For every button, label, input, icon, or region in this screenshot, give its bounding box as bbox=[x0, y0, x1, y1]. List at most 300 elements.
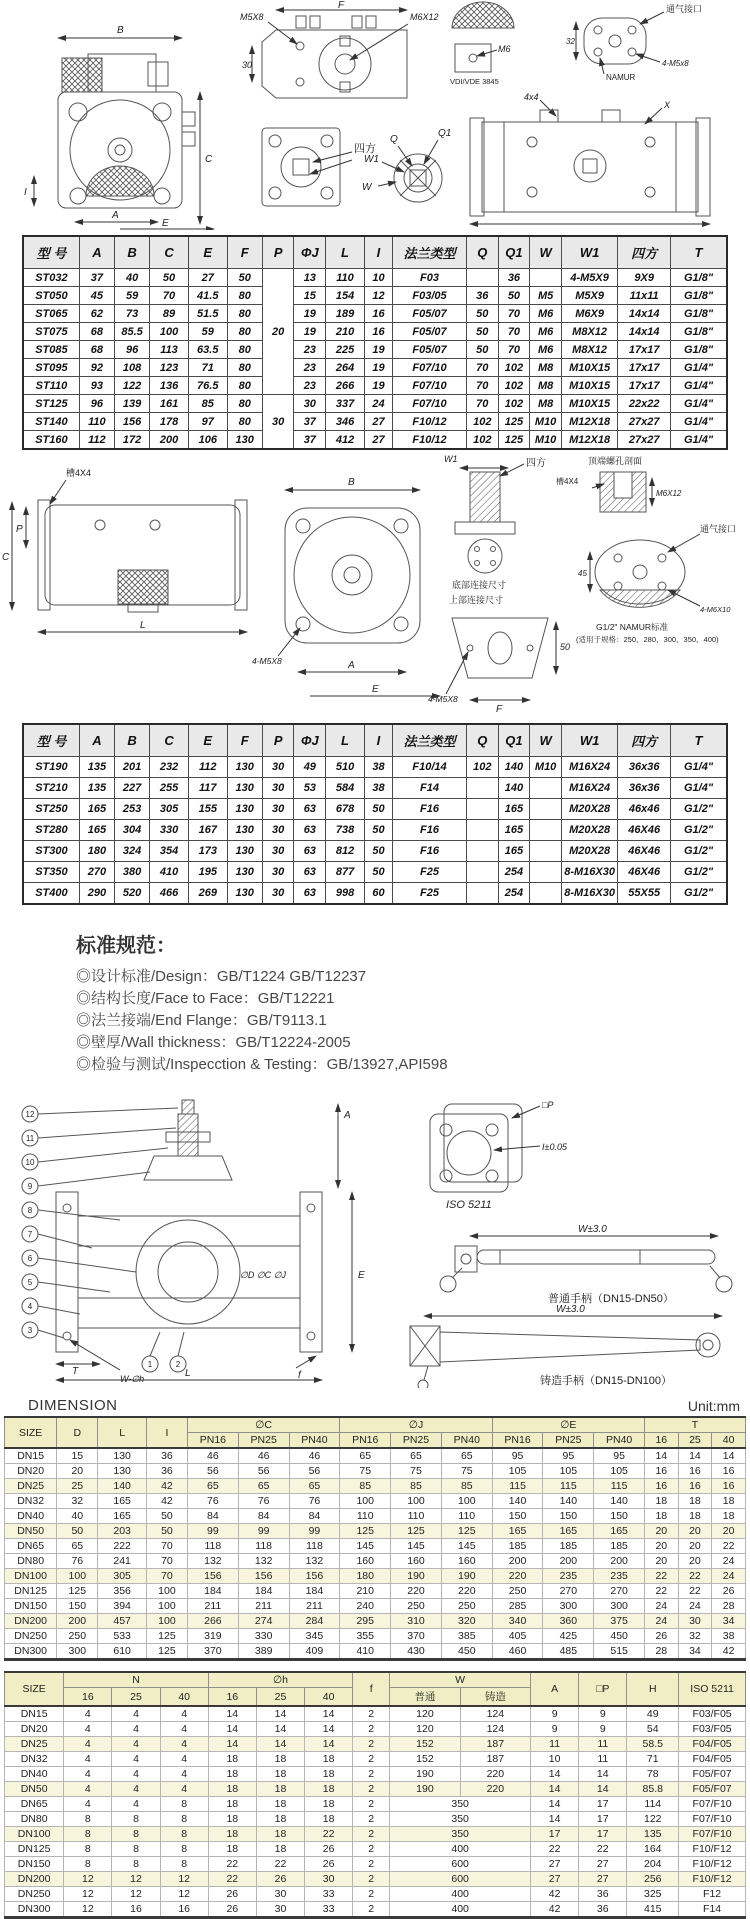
w-cell: 600 bbox=[390, 1857, 531, 1872]
table-row bbox=[23, 395, 727, 413]
cell: 112 bbox=[79, 431, 114, 450]
cell: 84 bbox=[187, 1509, 238, 1524]
model-cell: ST190 bbox=[23, 757, 79, 778]
cell: 63 bbox=[294, 799, 326, 820]
w-cell: 152 bbox=[390, 1752, 460, 1767]
size-cell: DN25 bbox=[5, 1737, 64, 1752]
cell: 20 bbox=[678, 1554, 712, 1569]
cell bbox=[530, 778, 562, 799]
cell: 140 bbox=[98, 1479, 147, 1494]
cell: 2 bbox=[353, 1722, 390, 1737]
cell: 24 bbox=[712, 1554, 746, 1569]
cell: 466 bbox=[150, 883, 189, 905]
table-row bbox=[5, 1767, 746, 1782]
dim-label-l: L bbox=[140, 620, 146, 631]
cell: 18 bbox=[305, 1752, 353, 1767]
tolerance-label: I±0.05 bbox=[542, 1142, 567, 1152]
square-flange-view-drawing bbox=[262, 128, 352, 206]
cell: 510 bbox=[326, 757, 365, 778]
sub-header: 40 bbox=[160, 1688, 208, 1707]
cell: 65 bbox=[391, 1448, 442, 1464]
w-cell: 124 bbox=[460, 1706, 530, 1722]
table-row bbox=[23, 431, 727, 450]
cell: 50 bbox=[364, 799, 392, 820]
dim-label-e3: E bbox=[358, 1270, 365, 1281]
cell: 12 bbox=[64, 1872, 112, 1887]
cell: 14 bbox=[645, 1448, 679, 1464]
cell: G1/4" bbox=[671, 395, 727, 413]
column-header: B bbox=[115, 724, 150, 757]
unit-label: Unit:mm bbox=[687, 1398, 740, 1414]
cell: 26 bbox=[208, 1902, 256, 1918]
cell: 2 bbox=[353, 1737, 390, 1752]
cell: 156 bbox=[238, 1569, 289, 1584]
cell: 4 bbox=[64, 1737, 112, 1752]
cell: 37 bbox=[79, 269, 114, 287]
cell: 4 bbox=[160, 1767, 208, 1782]
cell: 410 bbox=[150, 862, 189, 883]
cell: 51.5 bbox=[188, 305, 227, 323]
cell: 330 bbox=[150, 820, 189, 841]
column-header: Q bbox=[466, 236, 498, 269]
w-cell: 220 bbox=[460, 1782, 530, 1797]
cell: M6 bbox=[530, 305, 562, 323]
bolt-label-4-m5x8: 4-M5x8 bbox=[662, 59, 689, 68]
dim-label-f: F bbox=[338, 0, 345, 11]
cell: 4 bbox=[160, 1737, 208, 1752]
cell: 18 bbox=[208, 1812, 256, 1827]
cell: 17x17 bbox=[618, 359, 671, 377]
cell: 195 bbox=[188, 862, 227, 883]
cell: 71 bbox=[188, 359, 227, 377]
spec-table2-section bbox=[0, 723, 750, 905]
column-header: ISO 5211 bbox=[679, 1672, 746, 1706]
cell: 70 bbox=[498, 341, 530, 359]
cell: 30 bbox=[262, 778, 294, 799]
cell: F25 bbox=[393, 883, 467, 905]
sub-header: 16 bbox=[645, 1433, 679, 1449]
cell: 2 bbox=[353, 1887, 390, 1902]
cell: 2 bbox=[353, 1812, 390, 1827]
cell: G1/4" bbox=[671, 431, 727, 450]
cell: 65 bbox=[57, 1539, 98, 1554]
cell: 8 bbox=[64, 1842, 112, 1857]
cell: 145 bbox=[340, 1539, 391, 1554]
standard-item: ◎壁厚/Wall thickness：GB/T12224-2005 bbox=[76, 1034, 351, 1051]
cell: 18 bbox=[305, 1797, 353, 1812]
p-cell: 20 bbox=[262, 269, 294, 395]
cell: 42 bbox=[712, 1644, 746, 1660]
w-cell: 350 bbox=[390, 1827, 531, 1842]
cell: 55X55 bbox=[618, 883, 671, 905]
header-row bbox=[23, 236, 727, 269]
cell bbox=[530, 820, 562, 841]
cell: 210 bbox=[340, 1584, 391, 1599]
column-header: W bbox=[530, 236, 562, 269]
thread-label-m6x12b: M6X12 bbox=[656, 489, 682, 498]
cell: 14 bbox=[256, 1706, 304, 1722]
cell: 30 bbox=[256, 1887, 304, 1902]
dim-label-c: C bbox=[2, 552, 10, 563]
cell: 56 bbox=[238, 1464, 289, 1479]
cell: 18 bbox=[208, 1782, 256, 1797]
dim-label-a3: A bbox=[344, 1110, 351, 1121]
cell: 70 bbox=[146, 1539, 187, 1554]
table-row bbox=[5, 1569, 746, 1584]
cell: 34 bbox=[712, 1614, 746, 1629]
cell: 220 bbox=[441, 1584, 492, 1599]
dim-label-a: A bbox=[112, 210, 119, 221]
bolt-label-4-m5x8b: 4-M5X8 bbox=[252, 656, 282, 666]
cell: 17 bbox=[579, 1797, 627, 1812]
cell: 56 bbox=[187, 1464, 238, 1479]
dim-label-w1: W1 bbox=[364, 154, 379, 165]
size-cell: DN15 bbox=[5, 1706, 64, 1722]
cell: 11x11 bbox=[618, 287, 671, 305]
cell: F03/05 bbox=[393, 287, 467, 305]
cell: 22 bbox=[678, 1584, 712, 1599]
cell: M12X18 bbox=[561, 431, 617, 450]
cell: 65 bbox=[441, 1448, 492, 1464]
cell: 100 bbox=[57, 1569, 98, 1584]
cell: 22 bbox=[645, 1569, 679, 1584]
cell: 325 bbox=[627, 1887, 679, 1902]
cell: 32 bbox=[678, 1629, 712, 1644]
cell: 50 bbox=[150, 269, 189, 287]
column-header: W1 bbox=[561, 724, 617, 757]
w-cell: 190 bbox=[390, 1767, 460, 1782]
cell: 394 bbox=[98, 1599, 147, 1614]
cell: F16 bbox=[393, 799, 467, 820]
bore-diameters-label: ∅D ∅C ∅J bbox=[240, 1270, 287, 1280]
cell: 150 bbox=[57, 1599, 98, 1614]
cell: 70 bbox=[146, 1554, 187, 1569]
cell: 200 bbox=[150, 431, 189, 450]
svg-text:10: 10 bbox=[25, 1158, 35, 1167]
cell: 80 bbox=[227, 287, 262, 305]
cell: 24 bbox=[645, 1614, 679, 1629]
cell: 102 bbox=[466, 757, 498, 778]
sub-header: PN40 bbox=[594, 1433, 645, 1449]
cell: 42 bbox=[146, 1494, 187, 1509]
cell: 16 bbox=[712, 1464, 746, 1479]
column-header: D bbox=[57, 1417, 98, 1448]
cell: 110 bbox=[441, 1509, 492, 1524]
cell: 235 bbox=[543, 1569, 594, 1584]
table-row bbox=[5, 1797, 746, 1812]
w-cell: 220 bbox=[460, 1767, 530, 1782]
cell: 9 bbox=[579, 1706, 627, 1722]
cell: 330 bbox=[238, 1629, 289, 1644]
cell: 36 bbox=[498, 269, 530, 287]
cell: 19 bbox=[364, 359, 392, 377]
cell: 106 bbox=[188, 431, 227, 450]
column-header: Q1 bbox=[498, 236, 530, 269]
namur-plate-drawing bbox=[590, 534, 700, 607]
standard-item: ◎检验与测试/Inspecction & Testing：GB/13927,API598 bbox=[76, 1056, 448, 1073]
cell: 165 bbox=[594, 1524, 645, 1539]
cell: 460 bbox=[492, 1644, 543, 1660]
group-header: ∅E bbox=[492, 1417, 644, 1433]
cell: 14 bbox=[208, 1737, 256, 1752]
bolt-pattern-table bbox=[4, 1671, 746, 1919]
vdi-standard-label: VDI/VDE 3845 bbox=[450, 77, 499, 86]
column-header: B bbox=[115, 236, 150, 269]
cell bbox=[466, 883, 498, 905]
cell: 998 bbox=[326, 883, 365, 905]
cell: 38 bbox=[712, 1629, 746, 1644]
cell: 2 bbox=[353, 1706, 390, 1722]
cell: 375 bbox=[594, 1614, 645, 1629]
cell: 50 bbox=[466, 305, 498, 323]
cell: 45 bbox=[79, 287, 114, 305]
cell: F10/F12 bbox=[679, 1857, 746, 1872]
sub-header: PN25 bbox=[543, 1433, 594, 1449]
cell: 100 bbox=[146, 1599, 187, 1614]
cell: M6X9 bbox=[561, 305, 617, 323]
bottom-connection-caption: 底部连接尺寸 bbox=[452, 580, 507, 590]
header-row bbox=[5, 1672, 746, 1688]
cell: 161 bbox=[150, 395, 189, 413]
cell: 250 bbox=[492, 1584, 543, 1599]
cell: 46X46 bbox=[618, 862, 671, 883]
cell: 30 bbox=[678, 1614, 712, 1629]
cell: M16X24 bbox=[561, 778, 617, 799]
cell: 14 bbox=[531, 1812, 579, 1827]
cell: 20 bbox=[645, 1554, 679, 1569]
cell: 2 bbox=[353, 1872, 390, 1887]
table-row bbox=[5, 1812, 746, 1827]
svg-text:12: 12 bbox=[25, 1110, 35, 1119]
dim-label-30: 30 bbox=[242, 60, 253, 70]
cell: M20X28 bbox=[561, 841, 617, 862]
cell: 17x17 bbox=[618, 341, 671, 359]
model-cell: ST050 bbox=[23, 287, 79, 305]
cell: 42 bbox=[531, 1887, 579, 1902]
cell: 125 bbox=[146, 1629, 187, 1644]
cell: 264 bbox=[326, 359, 365, 377]
cell: 112 bbox=[188, 757, 227, 778]
cell: 304 bbox=[115, 820, 150, 841]
cell: 22 bbox=[305, 1827, 353, 1842]
cell: F07/F10 bbox=[679, 1797, 746, 1812]
cell: 85.8 bbox=[627, 1782, 679, 1797]
cell: 356 bbox=[98, 1584, 147, 1599]
st-spec-table-small bbox=[22, 235, 728, 450]
cell: 533 bbox=[98, 1629, 147, 1644]
standards-section bbox=[0, 905, 750, 1088]
cell: 125 bbox=[146, 1644, 187, 1660]
cell: 132 bbox=[238, 1554, 289, 1569]
front-view-drawing bbox=[34, 38, 214, 229]
cell: 22 bbox=[256, 1857, 304, 1872]
w-cell: 187 bbox=[460, 1737, 530, 1752]
cell bbox=[530, 269, 562, 287]
cell: 46 bbox=[289, 1448, 340, 1464]
column-header: ΦJ bbox=[294, 236, 326, 269]
cell: 27 bbox=[364, 431, 392, 450]
cell: 409 bbox=[289, 1644, 340, 1660]
table-row bbox=[5, 1902, 746, 1918]
cell: 105 bbox=[492, 1464, 543, 1479]
size-cell: DN32 bbox=[5, 1752, 64, 1767]
cell: 18 bbox=[305, 1767, 353, 1782]
cell: 610 bbox=[98, 1644, 147, 1660]
cell: 30 bbox=[262, 799, 294, 820]
cell: 132 bbox=[187, 1554, 238, 1569]
cell: 340 bbox=[492, 1614, 543, 1629]
cell: 59 bbox=[115, 287, 150, 305]
cell: 274 bbox=[238, 1614, 289, 1629]
cell: 184 bbox=[187, 1584, 238, 1599]
column-header: C bbox=[150, 724, 189, 757]
w-cell: 120 bbox=[390, 1722, 460, 1737]
cell: 63 bbox=[294, 820, 326, 841]
cell: 96 bbox=[115, 341, 150, 359]
column-header: Q bbox=[466, 724, 498, 757]
cell: 70 bbox=[498, 323, 530, 341]
w-cell: 124 bbox=[460, 1722, 530, 1737]
size-cell: DN20 bbox=[5, 1464, 57, 1479]
cell: 65 bbox=[340, 1448, 391, 1464]
cell: 270 bbox=[543, 1584, 594, 1599]
part-callouts bbox=[22, 1106, 186, 1372]
cell: 200 bbox=[492, 1554, 543, 1569]
cell: 14 bbox=[531, 1767, 579, 1782]
cell: 16 bbox=[364, 305, 392, 323]
cell bbox=[530, 862, 562, 883]
column-header: A bbox=[531, 1672, 579, 1706]
table-row bbox=[5, 1842, 746, 1857]
cell: M10X15 bbox=[561, 377, 617, 395]
cell: 85.5 bbox=[115, 323, 150, 341]
cell: 222 bbox=[98, 1539, 147, 1554]
cell: 300 bbox=[57, 1644, 98, 1660]
cell: 71 bbox=[627, 1752, 679, 1767]
table-row bbox=[5, 1509, 746, 1524]
cell: 354 bbox=[150, 841, 189, 862]
cell: 160 bbox=[441, 1554, 492, 1569]
cell: 155 bbox=[188, 799, 227, 820]
cell: G1/2" bbox=[671, 862, 727, 883]
cell: 73 bbox=[115, 305, 150, 323]
cell: 65 bbox=[187, 1479, 238, 1494]
cell: 100 bbox=[391, 1494, 442, 1509]
cell: 8 bbox=[64, 1827, 112, 1842]
bolt-table-section bbox=[0, 1671, 750, 1919]
cell: M10 bbox=[530, 757, 562, 778]
cell bbox=[466, 820, 498, 841]
table-row bbox=[5, 1857, 746, 1872]
cell: 300 bbox=[543, 1599, 594, 1614]
cell: 30 bbox=[256, 1902, 304, 1918]
table-row bbox=[23, 862, 727, 883]
cell: M6 bbox=[530, 341, 562, 359]
size-cell: DN250 bbox=[5, 1629, 57, 1644]
table-row bbox=[5, 1554, 746, 1569]
cell: 125 bbox=[441, 1524, 492, 1539]
cell: 28 bbox=[712, 1599, 746, 1614]
cell: M16X24 bbox=[561, 757, 617, 778]
iso5211-flange-drawing bbox=[430, 1104, 540, 1192]
cell: 16 bbox=[160, 1902, 208, 1918]
cell: 167 bbox=[188, 820, 227, 841]
cell: 584 bbox=[326, 778, 365, 799]
table-row bbox=[23, 820, 727, 841]
cell: 17 bbox=[531, 1827, 579, 1842]
cell: 102 bbox=[466, 413, 498, 431]
cell bbox=[466, 269, 498, 287]
cell: 2 bbox=[353, 1797, 390, 1812]
size-cell: DN200 bbox=[5, 1614, 57, 1629]
cell: 22 bbox=[579, 1842, 627, 1857]
cell: 4 bbox=[160, 1752, 208, 1767]
dim-label-c: C bbox=[205, 154, 213, 165]
namur-label: NAMUR bbox=[606, 73, 636, 82]
cast-handle-caption: 铸造手柄（DN15-DN100） bbox=[540, 1375, 673, 1387]
cell: 4 bbox=[112, 1782, 160, 1797]
cell: 11 bbox=[579, 1752, 627, 1767]
cell: 266 bbox=[187, 1614, 238, 1629]
cell: 27x27 bbox=[618, 413, 671, 431]
cell: 285 bbox=[492, 1599, 543, 1614]
table-row bbox=[23, 269, 727, 287]
table-row bbox=[5, 1629, 746, 1644]
cell: 184 bbox=[289, 1584, 340, 1599]
cell: 130 bbox=[227, 820, 262, 841]
cell: 8 bbox=[160, 1827, 208, 1842]
cell: 8 bbox=[160, 1857, 208, 1872]
sub-header: 普通 bbox=[390, 1688, 460, 1707]
svg-text:11: 11 bbox=[25, 1134, 35, 1143]
cell: 37 bbox=[294, 413, 326, 431]
size-cell: DN40 bbox=[5, 1767, 64, 1782]
cell: 36x36 bbox=[618, 778, 671, 799]
cell: G1/4" bbox=[671, 359, 727, 377]
cell: 26 bbox=[645, 1629, 679, 1644]
cell: 130 bbox=[98, 1448, 147, 1464]
cell: 18 bbox=[678, 1494, 712, 1509]
cell: 18 bbox=[256, 1827, 304, 1842]
cell: 8 bbox=[64, 1812, 112, 1827]
cell: 210 bbox=[326, 323, 365, 341]
column-header: I bbox=[146, 1417, 187, 1448]
cell: 9 bbox=[531, 1706, 579, 1722]
thread-label-m6: M6 bbox=[498, 44, 511, 54]
cell: F10/F12 bbox=[679, 1872, 746, 1887]
vent-port-label: 通气接口 bbox=[666, 4, 703, 14]
cell: 27x27 bbox=[618, 431, 671, 450]
cell: 14 bbox=[531, 1782, 579, 1797]
cell: 253 bbox=[115, 799, 150, 820]
cell: 4 bbox=[64, 1797, 112, 1812]
cell: 16 bbox=[112, 1902, 160, 1918]
cell: 63 bbox=[294, 841, 326, 862]
cell: 114 bbox=[627, 1797, 679, 1812]
cell: 80 bbox=[227, 413, 262, 431]
cell: F07/F10 bbox=[679, 1827, 746, 1842]
cell: 201 bbox=[115, 757, 150, 778]
group-header: W bbox=[390, 1672, 531, 1688]
cell: 50 bbox=[146, 1524, 187, 1539]
cell: 80 bbox=[227, 323, 262, 341]
cell: 68 bbox=[79, 323, 114, 341]
cell: 18 bbox=[208, 1797, 256, 1812]
cell: 70 bbox=[150, 287, 189, 305]
cell: 320 bbox=[441, 1614, 492, 1629]
cell: 15 bbox=[294, 287, 326, 305]
table-row bbox=[5, 1524, 746, 1539]
